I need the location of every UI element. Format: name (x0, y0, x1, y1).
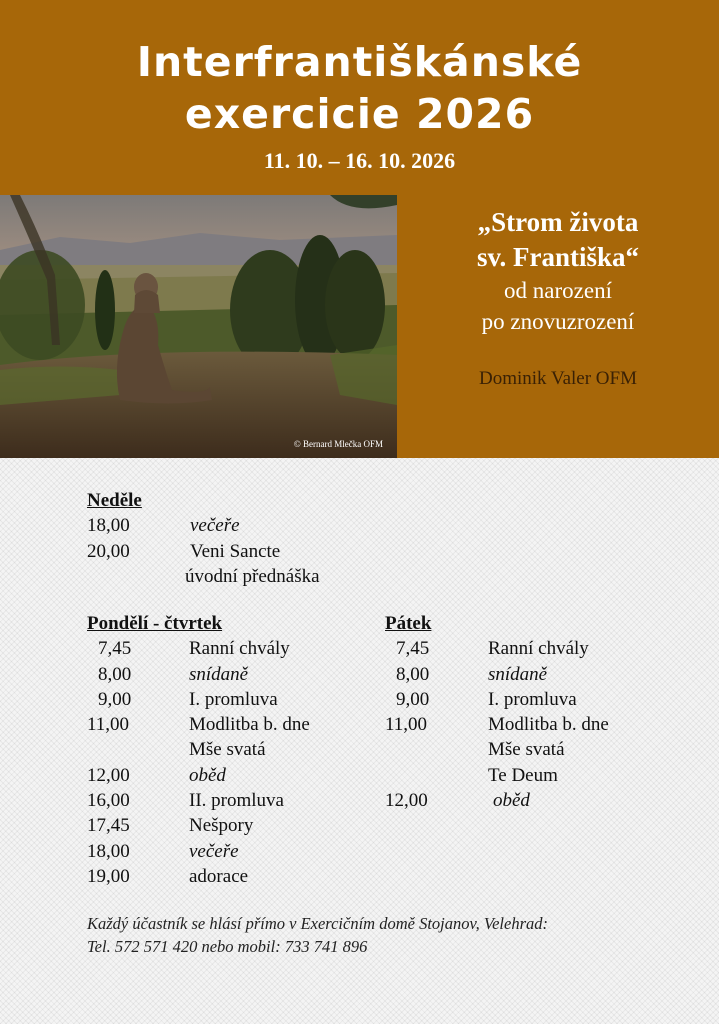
friday-heading: Pátek (385, 613, 432, 634)
schedule-row (87, 788, 377, 813)
row-activity: oběd (189, 764, 226, 786)
row-activity: Veni Sancte (190, 540, 281, 562)
row-activity: I. promluva (189, 688, 278, 710)
retreat-subtitle (397, 205, 719, 337)
schedule-row (87, 763, 377, 788)
row-time: 11,00 (87, 714, 130, 736)
row-activity: adorace (189, 865, 249, 887)
row-activity: snídaně (189, 663, 249, 685)
row-activity: večeře (190, 515, 240, 537)
row-activity: II. promluva (189, 790, 284, 812)
event-dates: 11. 10. – 16. 10. 2026 (263, 148, 456, 173)
row-time: 19,00 (87, 865, 130, 887)
author-name: Dominik Valer OFM (479, 368, 637, 389)
schedule-row (87, 687, 377, 712)
row-activity: Mše svatá (189, 739, 266, 761)
hero-photo (0, 195, 397, 458)
row-time: 20,00 (87, 540, 130, 562)
contact-footer (87, 912, 687, 958)
row-time: 7,45 (396, 638, 430, 660)
header-banner (0, 0, 719, 458)
schedule-sunday (87, 488, 407, 589)
schedule-weekdays (87, 611, 377, 889)
schedule-row (87, 513, 407, 538)
footer-line-2: Tel. 572 571 420 nebo mobil: 733 741 896 (87, 937, 368, 956)
row-time: 12,00 (87, 764, 130, 786)
row-time: 8,00 (98, 663, 132, 685)
row-activity: Te Deum (488, 764, 558, 786)
schedule-row (385, 737, 685, 762)
schedule-row (87, 864, 377, 889)
schedule-row (87, 662, 377, 687)
row-activity: úvodní přednáška (185, 565, 320, 587)
row-activity: večeře (189, 840, 239, 862)
schedule-row (87, 839, 377, 864)
row-activity: Nešpory (189, 815, 254, 837)
page-title (0, 36, 719, 140)
row-activity: Modlitba b. dne (189, 714, 310, 736)
row-time: 8,00 (396, 663, 430, 685)
row-activity: I. promluva (488, 688, 577, 710)
row-activity: Mše svatá (488, 739, 565, 761)
row-activity: Ranní chvály (189, 638, 290, 660)
sunday-heading: Neděle (87, 490, 142, 511)
row-time: 18,00 (87, 515, 130, 537)
title-line-2: exercicie 2026 (184, 90, 535, 138)
photo-credit: © Bernard Mlečka OFM (293, 439, 383, 449)
subtitle-line-3: od narození (504, 278, 612, 303)
schedule-row (87, 737, 377, 762)
title-line-1: Interfrantiškánské (136, 38, 583, 86)
schedule-row (87, 564, 407, 589)
row-time: 18,00 (87, 840, 130, 862)
schedule-row (385, 636, 685, 661)
row-activity: oběd (493, 790, 530, 812)
row-activity: Modlitba b. dne (488, 714, 609, 736)
schedule-row (87, 712, 377, 737)
weekdays-heading: Pondělí - čtvrtek (87, 613, 223, 634)
row-activity: Ranní chvály (488, 638, 589, 660)
schedule-row (385, 662, 685, 687)
schedule-row (87, 813, 377, 838)
row-time: 7,45 (98, 638, 132, 660)
row-time: 16,00 (87, 790, 130, 812)
schedule-row (385, 687, 685, 712)
schedule-row (385, 763, 685, 788)
schedule-friday (385, 611, 685, 813)
schedule-row (385, 712, 685, 737)
subtitle-line-2: sv. Františka“ (476, 242, 640, 272)
row-activity: snídaně (488, 663, 548, 685)
row-time: 9,00 (396, 688, 430, 710)
schedule-row (385, 788, 685, 813)
schedule-row (87, 636, 377, 661)
row-time: 9,00 (98, 688, 132, 710)
row-time: 12,00 (385, 790, 428, 812)
row-time: 17,45 (87, 815, 130, 837)
row-time: 11,00 (385, 714, 428, 736)
footer-line-1: Každý účastník se hlásí přímo v Exercičním domě Stojanov, Velehrad: (87, 914, 548, 933)
subtitle-line-1: „Strom života (477, 207, 639, 237)
schedule-row (87, 539, 407, 564)
subtitle-line-4: po znovuzrození (481, 309, 635, 334)
